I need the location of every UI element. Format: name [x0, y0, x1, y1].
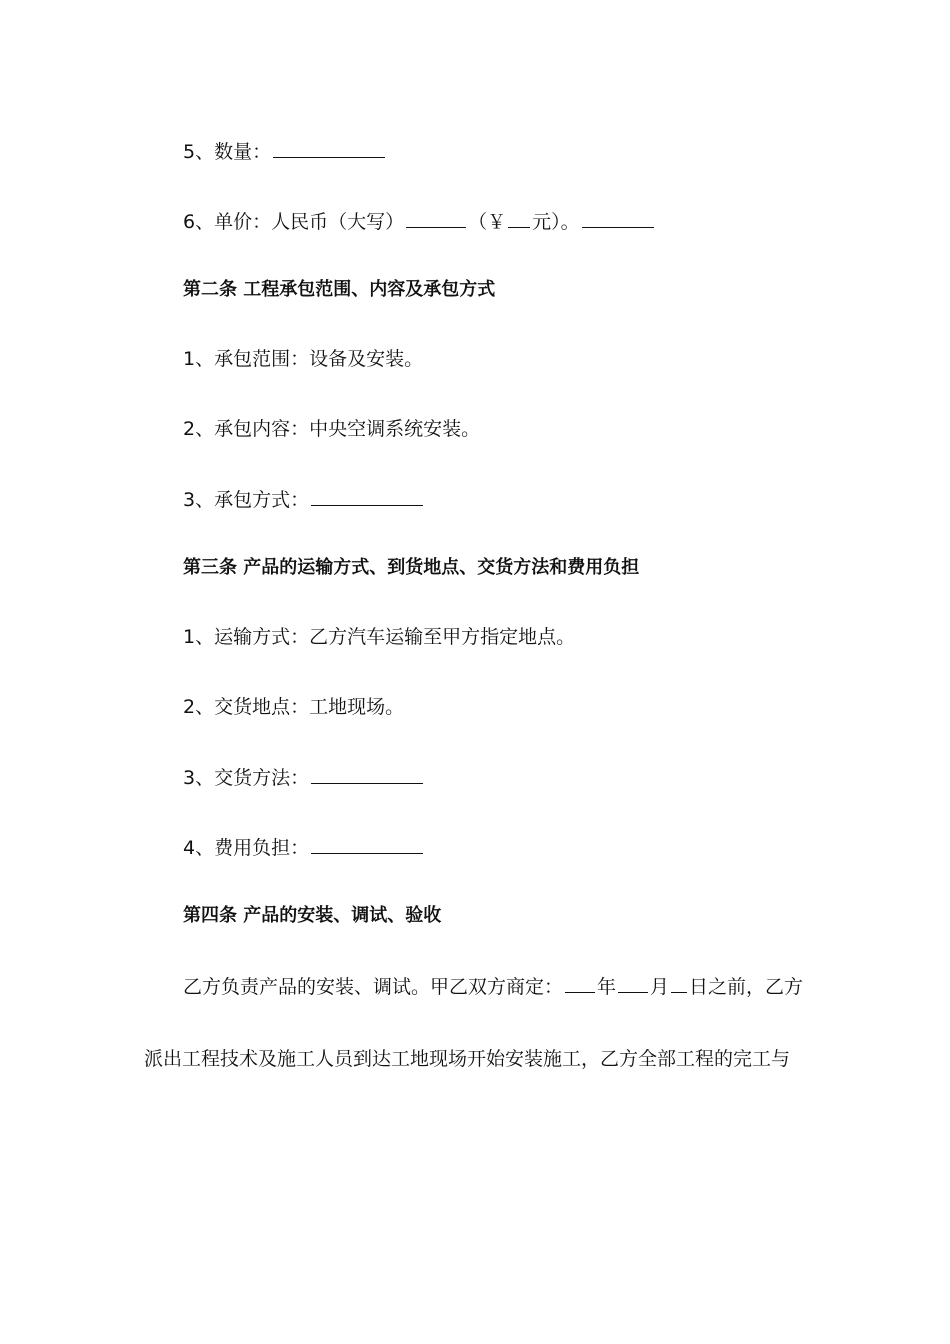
transport-line: 1、运输方式：乙方汽车运输至甲方指定地点。: [183, 626, 576, 648]
delivery-place-line: 2、交货地点：工地现场。: [183, 696, 405, 718]
price-number-blank: [508, 208, 530, 228]
unit-price-label: 6、单价：人民币（大写）: [183, 211, 405, 233]
article-2-heading: 第二条 工程承包范围、内容及承包方式: [183, 279, 496, 300]
price-yen-open: （￥: [468, 211, 507, 233]
quantity-blank: [273, 138, 385, 158]
unit-price-line: [183, 208, 656, 234]
quantity-line: [183, 138, 387, 164]
article-3-heading: 第三条 产品的运输方式、到货地点、交货方法和费用负担: [183, 557, 640, 578]
method-line: [183, 486, 425, 512]
month-label: 月: [650, 976, 670, 998]
paragraph-line-2: 派出工程技术及施工人员到达工地现场开始安装施工，乙方全部工程的完工与: [144, 1048, 791, 1070]
delivery-method-label: 3、交货方法：: [183, 767, 310, 789]
content-line: 2、承包内容：中央空调系统安装。: [183, 418, 481, 440]
cost-line: [183, 834, 425, 860]
month-blank: [618, 973, 648, 993]
price-note-blank: [582, 208, 654, 228]
delivery-method-blank: [311, 764, 423, 784]
cost-blank: [311, 834, 423, 854]
quantity-label: 5、数量：: [183, 141, 272, 163]
method-label: 3、承包方式：: [183, 489, 310, 511]
cost-label: 4、费用负担：: [183, 837, 310, 859]
day-blank: [671, 973, 687, 993]
delivery-method-line: [183, 764, 425, 790]
scope-line: 1、承包范围：设备及安装。: [183, 348, 424, 370]
price-words-blank: [406, 208, 466, 228]
price-yen-close: 元）。: [532, 211, 580, 233]
day-before-text: 日之前，乙方: [689, 976, 804, 998]
year-label: 年: [597, 976, 617, 998]
article-4-heading: 第四条 产品的安装、调试、验收: [183, 905, 442, 926]
method-blank: [311, 486, 423, 506]
paragraph-line-1: [183, 973, 803, 999]
year-blank: [565, 973, 595, 993]
paragraph-text: 乙方负责产品的安装、调试。甲乙双方商定：: [183, 976, 564, 998]
